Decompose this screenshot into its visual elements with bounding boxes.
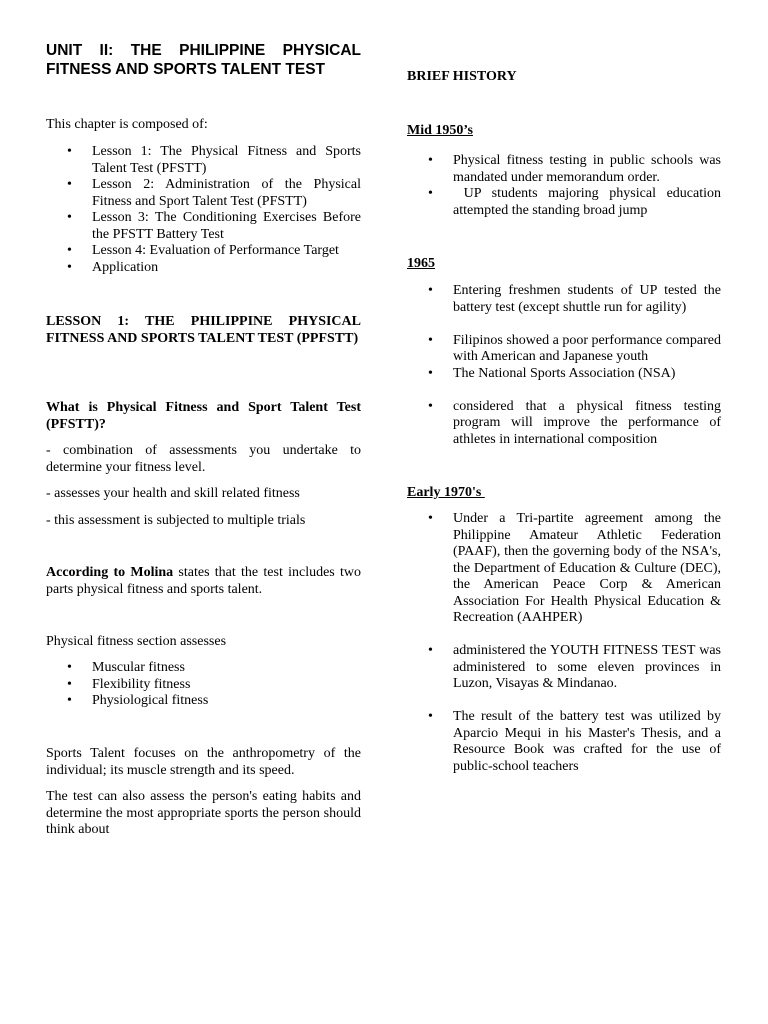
list-item: • Entering freshmen students of UP tested the battery test (except shuttle run for agility) [428,283,721,315]
bullet-icon: • [67,144,72,159]
list-item: • The result of the battery test was utilized by Aparcio Mequi in his Master's Thesis, and a Resource Book was crafted for the use of public-school teachers [428,709,721,774]
bullet-icon: • [428,153,433,168]
bullet-icon: • [428,283,433,298]
list-item: • Under a Tri-partite agreement among the Philippine Amateur Athletic Federation (PAAF), then the governing body of the NSA's, the Department of Education & Culture (DEC), the American Peace Corp & American Association For Health Physical Education & Recreation (AAHPER) [428,511,721,625]
list-item: • Application [67,259,159,275]
unit-title: UNIT II: THE PHILIPPINE PHYSICAL FITNESS AND SPORTS TALENT TEST [46,42,361,78]
list-item: • Muscular fitness [67,660,185,675]
list-item: • Lesson 4: Evaluation of Performance Target [67,243,339,258]
pf-list [46,660,361,710]
eating-habits-paragraph: The test can also assess the person's eating habits and determine the most appropriate sports the person should think about [46,789,361,837]
bullet-icon: • [428,398,433,414]
molina-paragraph [46,565,361,598]
bullet-icon: • [428,709,433,724]
early-1970s-list [407,511,721,775]
bullet-icon: • [67,210,72,225]
list-item: • Lesson 3: The Conditioning Exercises Before the PFSTT Battery Test [67,210,361,242]
early-1970s-heading: Early 1970's [407,485,485,500]
bullet-icon: • [428,186,433,201]
molina-text: states that the test includes two parts physical fitness and sports talent. [46,565,362,597]
list-item: • Physiological fitness [67,693,209,708]
brief-history-heading: BRIEF HISTORY [407,69,517,84]
bullet-icon: • [67,177,72,192]
lesson1-heading: LESSON 1: THE PHILIPPINE PHYSICAL FITNESS AND SPORTS TALENT TEST (PPFSTT) [46,314,361,346]
bullet-icon: • [428,332,433,348]
bullet-icon: • [428,365,433,381]
definition-1: - combination of assessments you undertake to determine your fitness level. [46,443,361,475]
bullet-icon: • [428,511,433,526]
sports-talent-paragraph: Sports Talent focuses on the anthropometry of the individual; its muscle strength and its speed. [46,746,361,778]
definition-3: - this assessment is subjected to multiple trials [46,513,306,528]
bullet-icon: • [67,243,72,258]
mid-1950s-heading: Mid 1950’s [407,123,473,138]
list-item: • UP students majoring physical education attempted the standing broad jump [428,186,725,218]
molina-bold: According to Molina [46,565,174,580]
lesson-list [46,144,361,276]
what-is-heading: What is Physical Fitness and Sport Talent Test (PFSTT)? [46,400,361,432]
list-item: • The National Sports Association (NSA) [428,365,676,381]
pf-section-label: Physical fitness section assesses [46,634,227,649]
list-item: • Lesson 1: The Physical Fitness and Sports Talent Test (PFSTT) [67,144,361,176]
list-item: • Filipinos showed a poor performance compared with American and Japanese youth [428,332,721,364]
chapter-intro: This chapter is composed of: [46,117,208,132]
mid-1950s-list [407,153,725,219]
definition-2: - assesses your health and skill related fitness [46,486,300,501]
list-item: • administered the YOUTH FITNESS TEST was administered to some eleven provinces in Luzon, Visayas & Mindanao. [428,643,721,691]
list-item: • considered that a physical fitness testing program will improve the performance of athletes in international composition [428,398,721,447]
1965-heading: 1965 [407,256,435,271]
bullet-icon: • [67,676,72,692]
1965-list [407,283,721,448]
bullet-icon: • [428,643,433,658]
bullet-icon: • [67,259,72,275]
list-item: • Lesson 2: Administration of the Physical Fitness and Sport Talent Test (PFSTT) [67,177,361,209]
bullet-icon: • [67,660,72,675]
list-item: • Physical fitness testing in public schools was mandated under memorandum order. [428,153,721,185]
list-item: • Flexibility fitness [67,676,191,692]
bullet-icon: • [67,693,72,708]
